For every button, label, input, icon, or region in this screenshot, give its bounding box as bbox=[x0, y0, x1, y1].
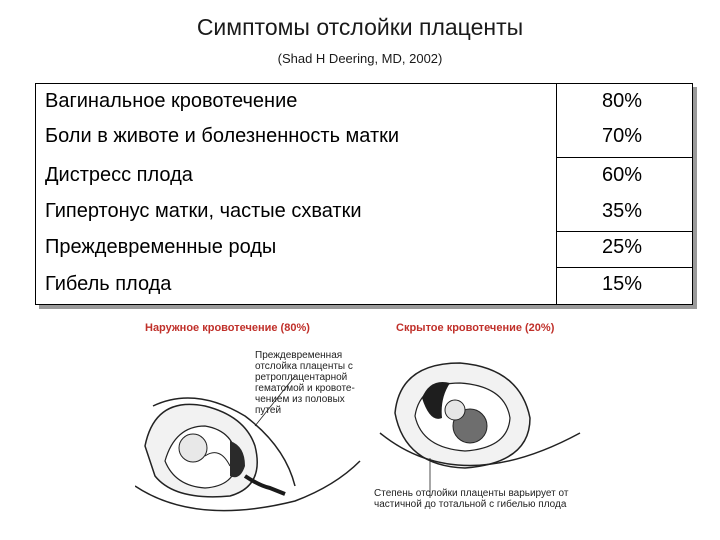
external-bleeding-illustration bbox=[135, 318, 375, 538]
table-row bbox=[36, 196, 692, 232]
symptom-percent: 15% bbox=[602, 273, 643, 295]
symptom-table bbox=[35, 83, 693, 305]
illustration-caption: Наружное кровотечение (80%) bbox=[145, 322, 310, 334]
symptom-percent: 80% bbox=[602, 90, 643, 112]
symptom-name: Гибель плода bbox=[45, 273, 172, 295]
source-citation: (Shad H Deering, MD, 2002) bbox=[277, 51, 443, 66]
symptom-percent: 25% bbox=[602, 236, 643, 258]
row-separator bbox=[556, 157, 692, 158]
table-row bbox=[36, 86, 692, 122]
illustration-note: Преждевременная отслойка плаценты с ретроплацентарной гематомой и кровоте- чением из половых путей bbox=[255, 350, 355, 416]
symptom-percent: 35% bbox=[602, 200, 643, 222]
symptom-name: Дистресс плода bbox=[45, 164, 193, 186]
symptom-name: Вагинальное кровотечение bbox=[45, 90, 298, 112]
illustration-caption: Скрытое кровотечение (20%) bbox=[396, 322, 555, 334]
illustration-note: Степень отслойки плаценты варьирует от частичной до тотальной с гибелью плода bbox=[374, 488, 569, 510]
table-row bbox=[36, 269, 692, 305]
symptom-percent: 60% bbox=[602, 164, 643, 186]
table-row bbox=[36, 232, 692, 268]
table-row bbox=[36, 160, 692, 196]
symptom-name: Преждевременные роды bbox=[45, 236, 277, 258]
concealed-bleeding-illustration bbox=[370, 318, 600, 538]
table-row bbox=[36, 121, 692, 157]
symptom-name: Боли в животе и болезненность матки bbox=[45, 125, 400, 147]
symptom-percent: 70% bbox=[602, 125, 643, 147]
page-title: Симптомы отслойки плаценты bbox=[196, 14, 524, 40]
uterus-drawing bbox=[370, 338, 600, 498]
symptom-name: Гипертонус матки, частые схватки bbox=[45, 200, 362, 222]
